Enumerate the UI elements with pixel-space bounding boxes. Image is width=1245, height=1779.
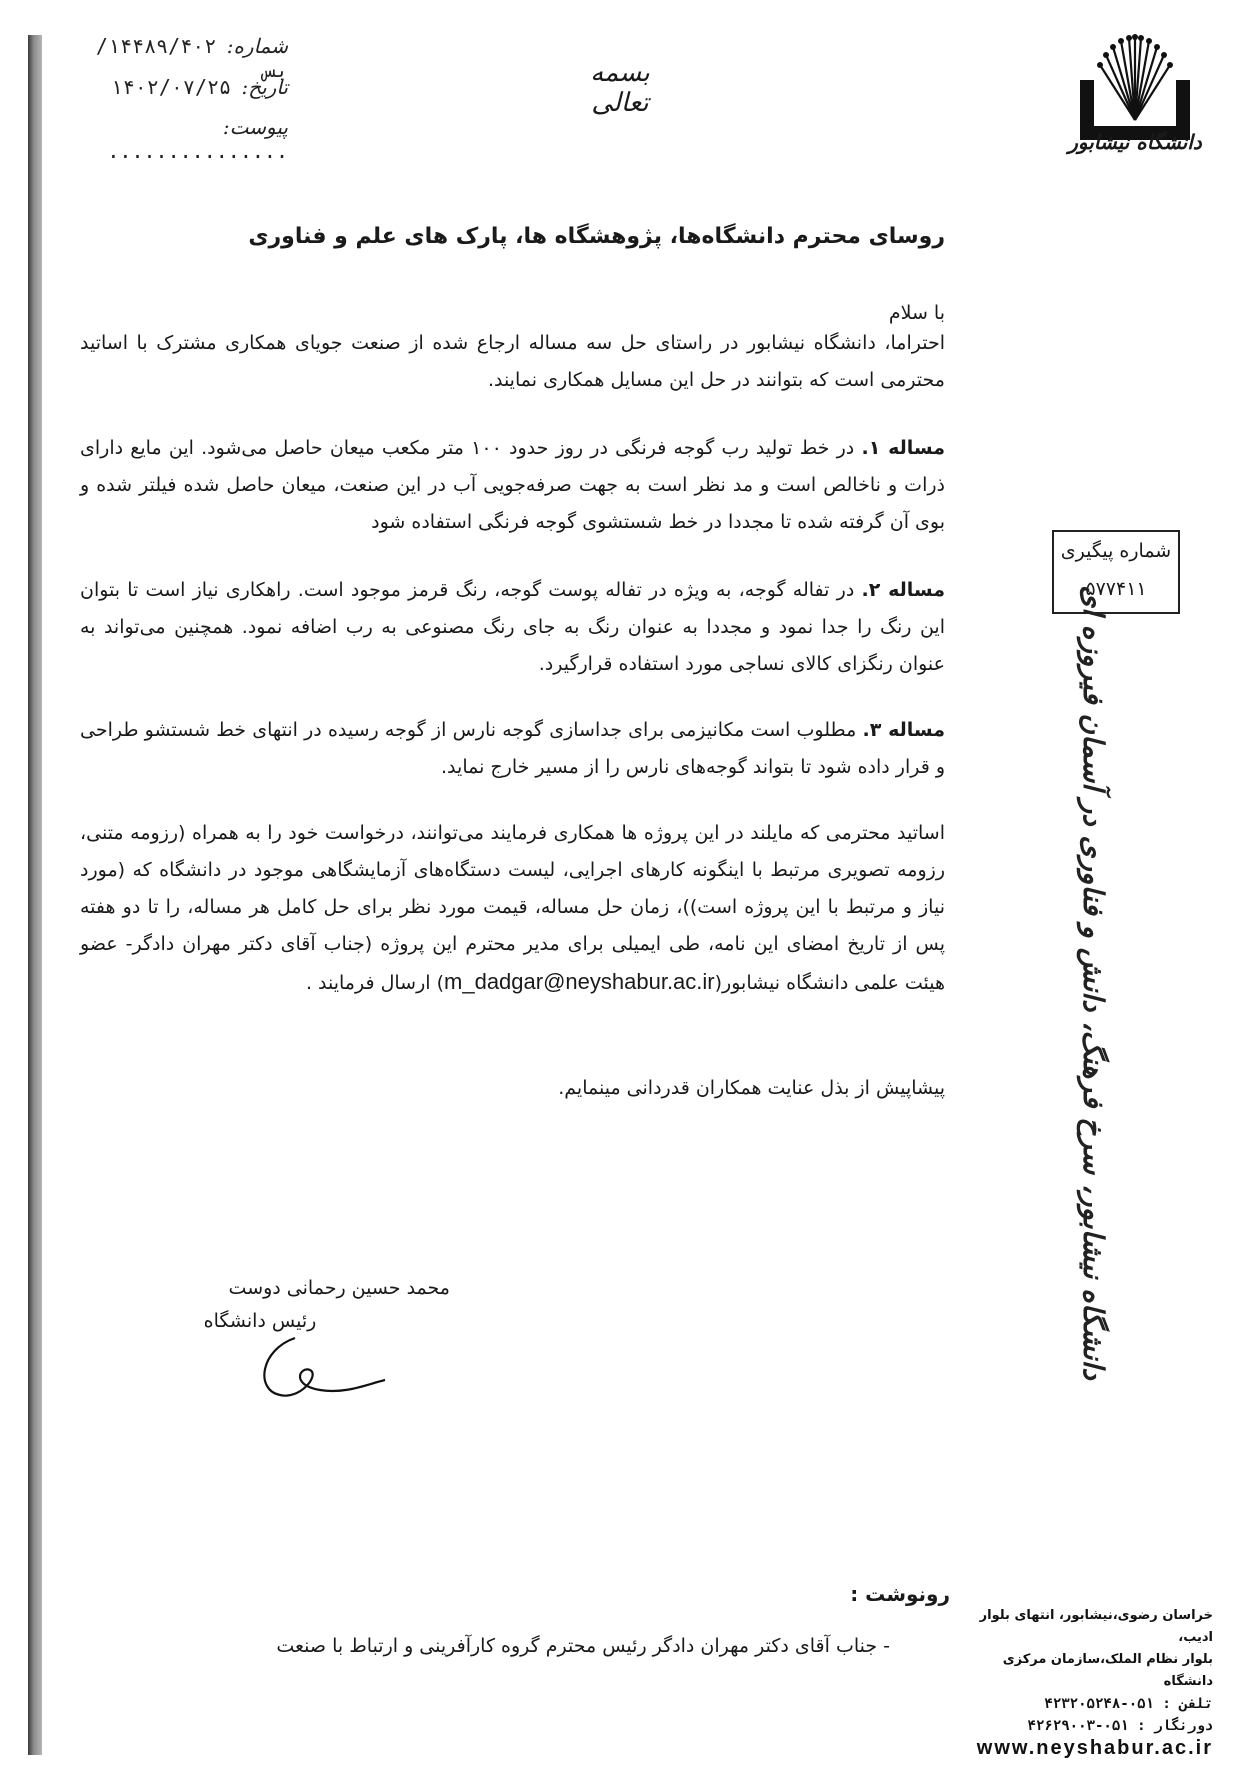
addressee: روسای محترم دانشگاه‌ها، پژوهشگاه ها، پارک های علم و فناوری bbox=[248, 224, 945, 249]
letter-attachment: پیوست: ............... bbox=[107, 115, 288, 163]
side-motto: دانشگاه نیشابور، سرخ فرهنگ، دانش و فناوری در آسمان فیروزه ای bbox=[1077, 585, 1110, 1380]
handwritten-signature-icon bbox=[250, 1330, 390, 1410]
footer-fax: دورنگار : ۰۵۱-۴۲۶۲۹۰۰۳ bbox=[1027, 1718, 1213, 1734]
tracking-number-box bbox=[1052, 530, 1180, 614]
letter-number: شماره: ۱۴۴۸۹/۴۰۲/بس bbox=[95, 34, 288, 82]
intro-paragraph: احتراما، دانشگاه نیشابور در راستای حل سه مساله ارجاع شده از صنعت جویای همکاری مشترک با اساتید محترمی است که بتوانند در حل این مسایل همکاری نمایند. bbox=[80, 332, 945, 391]
footer-contact bbox=[965, 1605, 1213, 1759]
university-logo-text: دانشگاه نیشابور bbox=[1068, 130, 1202, 154]
footer-website-link[interactable]: www.neyshabur.ac.ir bbox=[976, 1737, 1213, 1759]
footer-address-2: بلوار نظام الملک،سازمان مرکزی دانشگاه bbox=[1002, 1652, 1213, 1689]
scan-edge-bar bbox=[28, 35, 42, 1755]
problem-2-label: مساله ۲. bbox=[861, 579, 945, 601]
footer-phone: تلفن : ۰۵۱-۴۲۳۲۰۵۲۴۸ bbox=[1044, 1696, 1213, 1712]
letter-date: تاریخ: ۱۴۰۲/۰۷/۲۵ bbox=[110, 75, 288, 99]
request-paragraph: اساتید محترمی که مایلند در این پروژه ها همکاری فرمایند می‌توانند، درخواست خود را به همراه (رزومه متنی، رزومه تصویری مرتبط با اینگونه کارهای اجرایی، لیست دستگاه‌های آزمایشگاهی موجود در دانشگاه که (مورد نیاز و مرتبط با این پروژه است))، زمان حل مساله، قیمت مورد نظر برای حل کامل هر مساله، را تا دو هفته پس از تاریخ امضای این نامه، طی ایمیلی برای مدیر محترم این پروژه (جناب آقای دکتر مهران دادگر- عضو هیئت علمی دانشگاه نیشابور(m_dadgar@neyshabur.ac.ir) ارسال فرمایند . bbox=[80, 822, 945, 994]
problem-1-paragraph: مساله ۱. در خط تولید رب گوجه فرنگی در روز حدود ۱۰۰ متر مکعب میعان حاصل می‌شود. این مایع دارای ذرات و ناخالص است و مد نظر است به جهت صرفه‌جویی آب در این صنعت، میعان حاصل شده فیلتر شده و بوی آن گرفته شده تا مجددا در خط شستشوی گوجه فرنگی استفاده شود bbox=[80, 437, 945, 533]
problem-3-label: مساله ۳. bbox=[862, 719, 945, 741]
contact-email-link[interactable]: m_dadgar@neyshabur.ac.ir bbox=[444, 969, 715, 994]
problem-2-paragraph: مساله ۲. در تفاله گوجه، به ویژه در تفاله پوست گوجه، رنگ قرمز موجود است. راهکاری نیاز است تا بتوان این رنگ را جدا نمود و مجددا به عنوان رنگ به جای رنگ مصنوعی به رب اضافه نمود. همچنین می‌تواند به عنوان رنگزای کالای نساجی مورد استفاده قرارگیرد. bbox=[80, 579, 945, 675]
signatory-title: رئیس دانشگاه bbox=[203, 1310, 317, 1332]
greeting: با سلام bbox=[888, 302, 945, 324]
signatory-name: محمد حسین رحمانی دوست bbox=[228, 1277, 450, 1299]
problem-3-paragraph: مساله ۳. مطلوب است مکانیزمی برای جداسازی گوجه نارس از گوجه رسیده در انتهای خط شستشو طراحی و قرار داده شود تا بتواند گوجه‌های نارس را از مسیر خارج نماید. bbox=[80, 719, 945, 778]
problem-1-label: مساله ۱. bbox=[861, 437, 945, 459]
cc-title: رونوشت : bbox=[850, 1582, 950, 1606]
closing-line: پیشاپیش از بذل عنایت همکاران قدردانی مینمایم. bbox=[558, 1077, 945, 1099]
tracking-value: ۵۷۷۴۱۱ bbox=[1085, 578, 1147, 600]
cc-item: - جناب آقای دکتر مهران دادگر رئیس محترم گروه کارآفرینی و ارتباط با صنعت bbox=[276, 1635, 890, 1657]
bismillah-heading: بسمه تعالی bbox=[590, 58, 650, 118]
footer-address-1: خراسان رضوی،نیشابور، انتهای بلوار ادیب، bbox=[979, 1608, 1213, 1645]
tracking-label: شماره پیگیری bbox=[1060, 540, 1172, 562]
